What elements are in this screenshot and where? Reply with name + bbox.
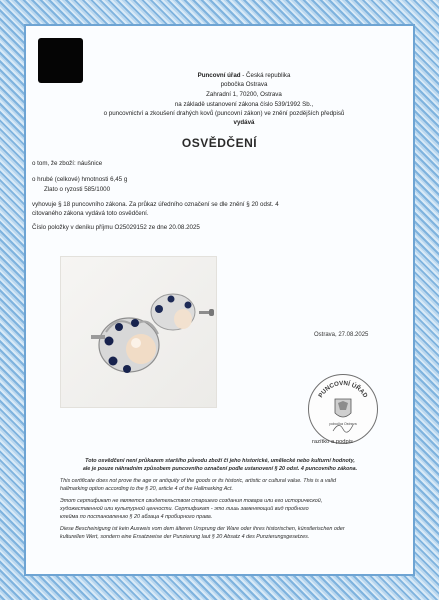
svg-text:PUNCOVNÍ ÚŘAD (317, 380, 369, 400)
legal-basis-2: o puncovnictví a zkoušení drahých kovů (puncovní zákon) ve znění pozdějších předpisů (103, 110, 345, 117)
stamp-top-text: PUNCOVNÍ ÚŘAD (317, 379, 369, 400)
note-de-line-1: Diese Bescheinigung ist kein Ausweis vom dem älteren Ursprung der Ware oder ihres historischen, künstlerischen oder (60, 526, 345, 532)
stamp-emblem (309, 375, 377, 443)
note-ru-line-3: клейма по постановлению § 20 абзаца 4 пробирного права. (60, 514, 213, 520)
office-name-bold: Puncovní úřad (197, 72, 241, 79)
official-stamp (308, 374, 378, 444)
stamp-signature-label: razítko a podpis (312, 439, 353, 445)
note-cz-line-2: ale je pouze náhradním způsobem puncovního označení podle ustanovení § 20 odst. 4 puncovního zákona. (82, 466, 358, 472)
note-ru-line-1: Этот сертификат не является свидетельством старшего создания товара или его исторической, (60, 498, 323, 504)
note-ru-line-2: художественной или культурной ценности. Сертификат - это лишь заменяющий вид пробного (60, 506, 309, 512)
stamp-small-text: pobočka Ostrava (329, 422, 357, 426)
place-and-date: Ostrava, 27.08.2025 (314, 332, 369, 338)
note-de-line-2: kulturellen Wert, sondern eine Ersatzweise der Punzierung laut § 20 Absatz 4 des Punzierungsgesetzes. (60, 534, 310, 540)
note-cz-line-1: Toto osvědčení není průkazem staršího původu zboží či jeho historické, umělecké nebo kulturní hodnoty, (85, 458, 355, 464)
goods-weight: o hrubé (celkové) hmotnosti 6,45 g (32, 176, 128, 183)
office-branch: pobočka Ostrava (220, 81, 268, 88)
compliance-line-2: citovaného zákona vydává toto osvědčení. (32, 210, 149, 217)
compliance-line-1: vyhovuje § 18 puncovního zákona. Za průkaz úředního označení se dle znění § 20 odst. 4 (32, 201, 279, 208)
office-name (94, 72, 394, 80)
note-en-line-1: This certificate does not prove the age or antiquity of the goods or its historic, artistic or cultural value. This is a valid (60, 478, 336, 484)
goods-description: o tom, že zboží: náušnice (32, 160, 103, 167)
register-entry: Číslo položky v deníku příjmu O25029152 ze dne 20.08.2025 (32, 224, 200, 231)
legal-basis: na základě ustanovení zákona číslo 539/1992 Sb., (174, 101, 314, 108)
note-en-line-2: hallmarking option according to the § 20, article 4 of the Hallmarking Act. (60, 486, 233, 492)
earrings-photo (60, 256, 217, 408)
certificate-title: OSVĚDČENÍ (181, 136, 258, 150)
office-name-rest: - Česká republika (240, 72, 291, 79)
issues-label: vydává (233, 119, 255, 126)
certificate-page (24, 24, 415, 576)
office-logo (38, 38, 83, 83)
metal-fineness: Zlato o ryzosti 585/1000 (44, 186, 111, 193)
office-address: Zahradní 1, 70200, Ostrava (206, 91, 282, 98)
earrings-illustration (61, 257, 216, 407)
